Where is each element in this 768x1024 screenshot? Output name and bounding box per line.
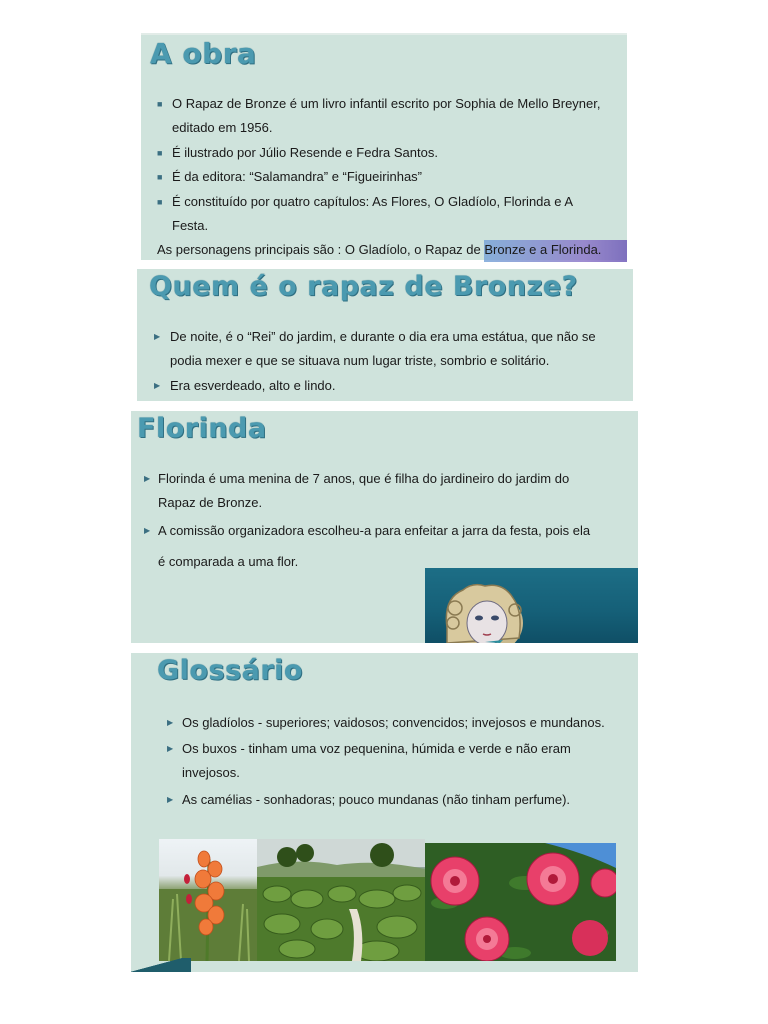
bullet-line: De noite, é o “Rei” do jardim, e durante o dia era uma estátua, que não se (170, 329, 596, 344)
square-bullet-icon: ■ (157, 148, 163, 158)
slide-title: Florinda (137, 413, 267, 444)
list-item (144, 467, 629, 515)
list-item (154, 325, 629, 373)
square-bullet-icon: ■ (157, 172, 163, 182)
list-item (154, 374, 629, 398)
bullet-line: As camélias - sonhadoras; pouco mundanas (não tinham perfume). (182, 792, 571, 807)
bullet-line: editado em 1956. (172, 120, 273, 135)
square-bullet-icon: ■ (157, 197, 163, 207)
list-item (157, 141, 622, 165)
bullet-line: Festa. (172, 218, 209, 233)
list-item (167, 788, 637, 812)
slide-footer-text: As personagens principais são : O Gladíolo, o Rapaz de Bronze e a Florinda. (157, 242, 602, 257)
triangle-bullet-icon: ▶ (154, 332, 161, 341)
bullet-line: É ilustrado por Júlio Resende e Fedra Santos. (172, 145, 438, 160)
bullet-line: invejosos. (182, 765, 240, 780)
triangle-bullet-icon: ▶ (167, 744, 174, 753)
gladiolus-photo (159, 839, 257, 961)
list-item (157, 165, 622, 189)
list-item (167, 711, 637, 735)
slide-a-obra (141, 33, 627, 260)
camellias-photo (425, 843, 616, 961)
bullet-line: podia mexer e que se situava num lugar triste, sombrio e solitário. (170, 353, 550, 368)
bullet-line: Os gladíolos - superiores; vaidosos; convencidos; invejosos e mundanos. (182, 715, 605, 730)
slide-quem-e-o-rapaz (137, 269, 633, 401)
decorative-corner (131, 958, 191, 972)
slide-title: Glossário (157, 655, 303, 686)
triangle-bullet-icon: ▶ (154, 381, 161, 390)
bullet-line: é comparada a uma flor. (158, 554, 299, 569)
bullet-line: Os buxos - tinham uma voz pequenina, húmida e verde e não eram (182, 741, 571, 756)
bullet-line: O Rapaz de Bronze é um livro infantil escrito por Sophia de Mello Breyner, (172, 96, 601, 111)
bullet-line: É constituído por quatro capítulos: As Flores, O Gladíolo, Florinda e A (172, 194, 574, 209)
slide-glossario (131, 653, 638, 972)
slide-title: Quem é o rapaz de Bronze? (149, 271, 578, 302)
bullet-line: É da editora: “Salamandra” e “Figueirinhas” (172, 169, 423, 184)
slide-florinda (131, 411, 638, 643)
bullet-line: Era esverdeado, alto e lindo. (170, 378, 336, 393)
bullet-line: A comissão organizadora escolheu-a para enfeitar a jarra da festa, pois ela (158, 523, 591, 538)
list-item (167, 737, 637, 785)
triangle-bullet-icon: ▶ (144, 526, 151, 535)
triangle-bullet-icon: ▶ (167, 795, 174, 804)
square-bullet-icon: ■ (157, 99, 163, 109)
triangle-bullet-icon: ▶ (144, 474, 151, 483)
bullet-line: Rapaz de Bronze. (158, 495, 263, 510)
triangle-bullet-icon: ▶ (167, 718, 174, 727)
bullet-line: Florinda é uma menina de 7 anos, que é filha do jardineiro do jardim do (158, 471, 570, 486)
slide-title: A obra (150, 37, 257, 70)
boxwood-garden-photo (257, 839, 425, 961)
list-item (157, 190, 622, 238)
florinda-illustration (425, 568, 638, 643)
list-item (157, 92, 622, 140)
